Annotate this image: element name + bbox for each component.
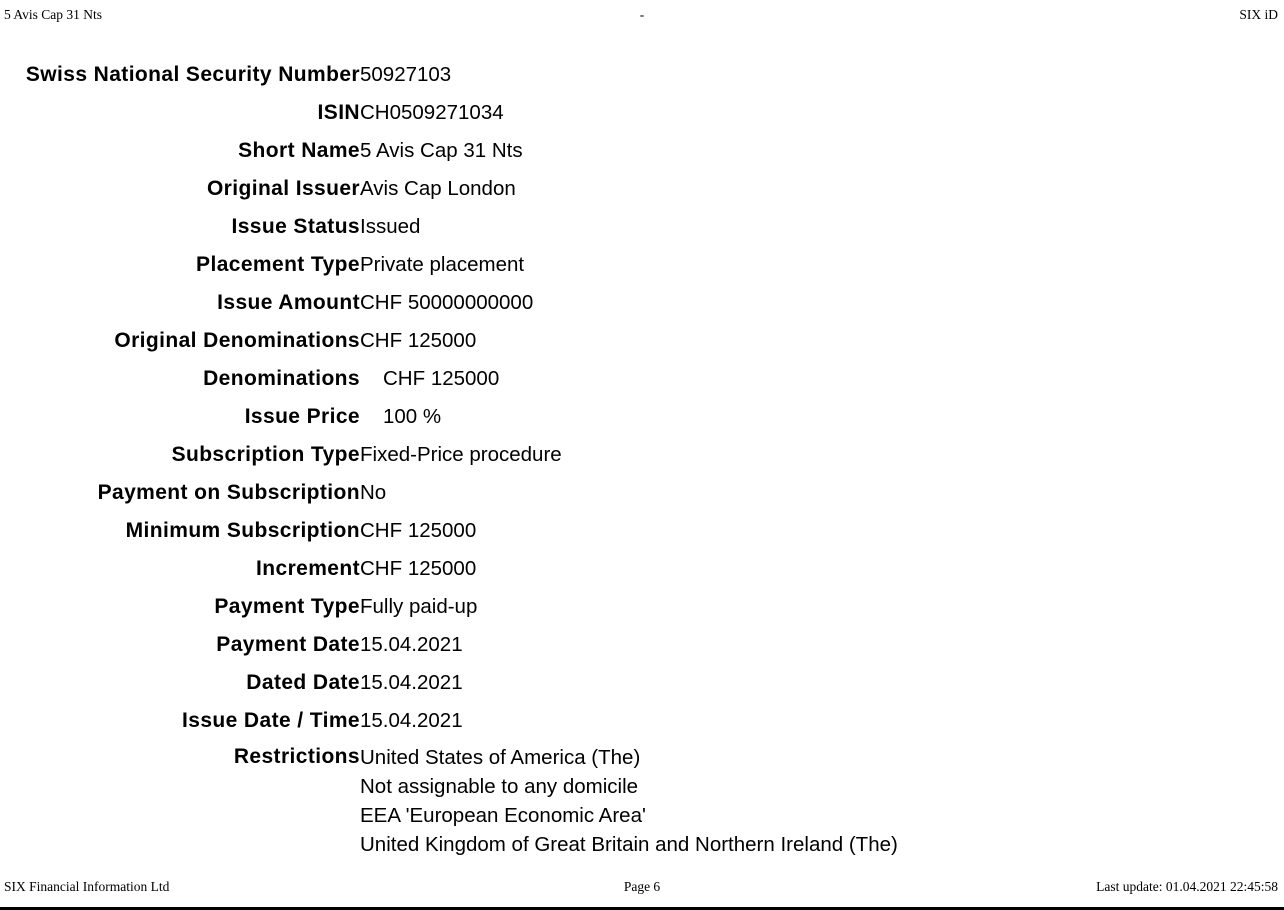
field-value-restrictions (360, 740, 1284, 859)
field-label-payment-on-subscription: Payment on Subscription (97, 481, 360, 504)
field-label-isin: ISIN (317, 101, 360, 124)
field-value-issue-date-time: 15.04.2021 (360, 709, 463, 732)
table-row (0, 626, 1284, 664)
field-value-issue-price: 100 % (383, 405, 442, 428)
table-row (0, 56, 1284, 94)
table-row (0, 740, 1284, 859)
restriction-line: United States of America (The) (360, 746, 641, 769)
table-row (0, 284, 1284, 322)
field-label-payment-date: Payment Date (216, 633, 360, 656)
table-row (0, 664, 1284, 702)
field-value-payment-date: 15.04.2021 (360, 633, 463, 656)
page-footer (0, 878, 1284, 898)
footer-page-number: Page 6 (623, 879, 661, 894)
restriction-line: Not assignable to any domicile (360, 775, 639, 798)
field-label-dated-date: Dated Date (246, 671, 360, 694)
table-row (0, 360, 1284, 398)
page-header (0, 6, 1284, 28)
field-value-denominations: CHF 125000 (383, 367, 500, 390)
field-value-minimum-subscription: CHF 125000 (360, 519, 477, 542)
table-row (0, 398, 1284, 436)
field-value-payment-type: Fully paid-up (360, 595, 478, 618)
security-details-section (0, 56, 1284, 859)
field-label-issue-status: Issue Status (231, 215, 360, 238)
field-label-minimum-subscription: Minimum Subscription (125, 519, 360, 542)
field-value-subscription-type: Fixed-Price procedure (360, 443, 562, 466)
field-label-denominations: Denominations (203, 367, 360, 390)
field-label-increment: Increment (256, 557, 360, 580)
field-value-swiss-national-security-number: 50927103 (360, 63, 452, 86)
field-label-issue-price: Issue Price (244, 405, 360, 428)
field-label-swiss-national-security-number: Swiss National Security Number (25, 63, 360, 86)
field-value-issue-amount: CHF 50000000000 (360, 291, 534, 314)
field-label-original-denominations: Original Denominations (114, 329, 360, 352)
field-label-issue-date-time: Issue Date / Time (182, 709, 360, 732)
field-label-payment-type: Payment Type (214, 595, 360, 618)
table-row (0, 208, 1284, 246)
field-value-payment-on-subscription: No (360, 481, 387, 504)
field-label-short-name: Short Name (238, 139, 360, 162)
security-details-table (0, 56, 1284, 859)
field-value-issue-status: Issued (360, 215, 421, 238)
table-row (0, 702, 1284, 740)
table-row (0, 322, 1284, 360)
footer-last-update: Last update: 01.04.2021 22:45:58 (1096, 879, 1278, 894)
table-row (0, 170, 1284, 208)
table-row (0, 550, 1284, 588)
restriction-line: United Kingdom of Great Britain and Northern Ireland (The) (360, 833, 898, 856)
table-row (0, 474, 1284, 512)
field-value-short-name: 5 Avis Cap 31 Nts (360, 139, 523, 162)
field-label-original-issuer: Original Issuer (206, 177, 360, 200)
header-brand-right: SIX iD (1239, 7, 1278, 22)
header-title-center: - (639, 7, 645, 22)
table-row (0, 588, 1284, 626)
table-row (0, 512, 1284, 550)
table-row (0, 94, 1284, 132)
footer-company-name: SIX Financial Information Ltd (4, 879, 170, 894)
field-label-restrictions: Restrictions (233, 745, 360, 768)
field-label-subscription-type: Subscription Type (171, 443, 360, 466)
table-row (0, 246, 1284, 284)
table-row (0, 132, 1284, 170)
field-value-isin: CH0509271034 (360, 101, 504, 124)
field-value-original-denominations: CHF 125000 (360, 329, 477, 352)
restriction-line: EEA 'European Economic Area' (360, 804, 646, 827)
table-row (0, 436, 1284, 474)
field-label-issue-amount: Issue Amount (217, 291, 360, 314)
field-value-placement-type: Private placement (360, 253, 525, 276)
field-value-dated-date: 15.04.2021 (360, 671, 463, 694)
field-label-placement-type: Placement Type (196, 253, 360, 276)
field-value-original-issuer: Avis Cap London (360, 177, 516, 200)
field-value-increment: CHF 125000 (360, 557, 477, 580)
header-title-left: 5 Avis Cap 31 Nts (4, 7, 103, 22)
